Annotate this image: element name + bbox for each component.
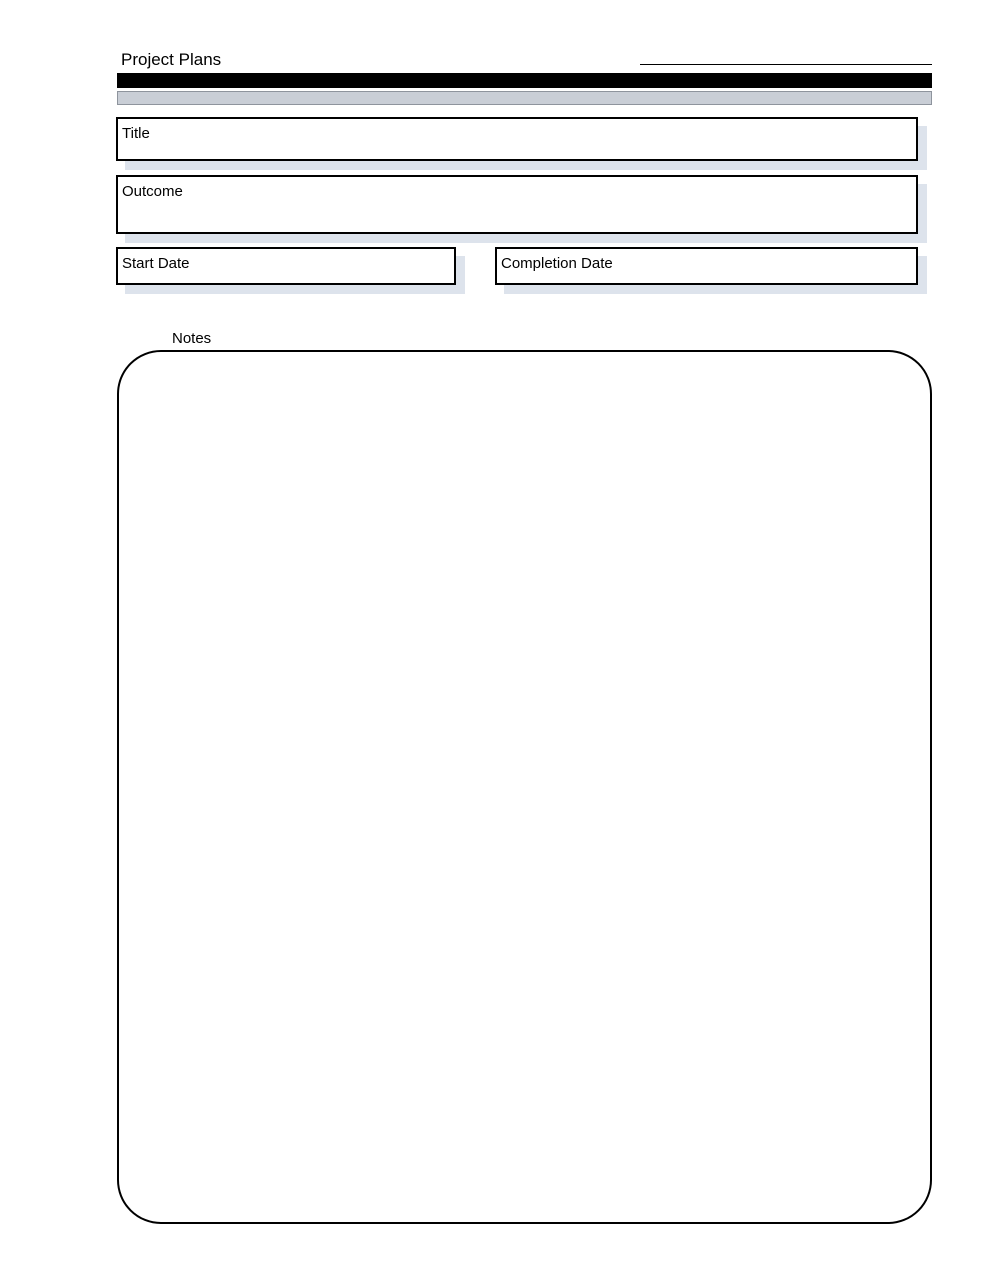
header-gray-bar bbox=[117, 91, 932, 105]
title-field-label: Title bbox=[122, 125, 150, 142]
start-date-field[interactable] bbox=[116, 247, 456, 285]
outcome-field-label: Outcome bbox=[122, 183, 183, 200]
notes-label: Notes bbox=[172, 330, 212, 347]
notes-area[interactable] bbox=[117, 350, 932, 1224]
header-black-bar bbox=[117, 73, 932, 88]
title-field[interactable] bbox=[116, 117, 918, 161]
completion-date-field[interactable] bbox=[495, 247, 918, 285]
outcome-field[interactable] bbox=[116, 175, 918, 234]
completion-date-field-label: Completion Date bbox=[501, 255, 613, 272]
start-date-field-label: Start Date bbox=[122, 255, 190, 272]
page-title: Project Plans bbox=[121, 50, 222, 69]
header-blank-line bbox=[640, 64, 932, 65]
